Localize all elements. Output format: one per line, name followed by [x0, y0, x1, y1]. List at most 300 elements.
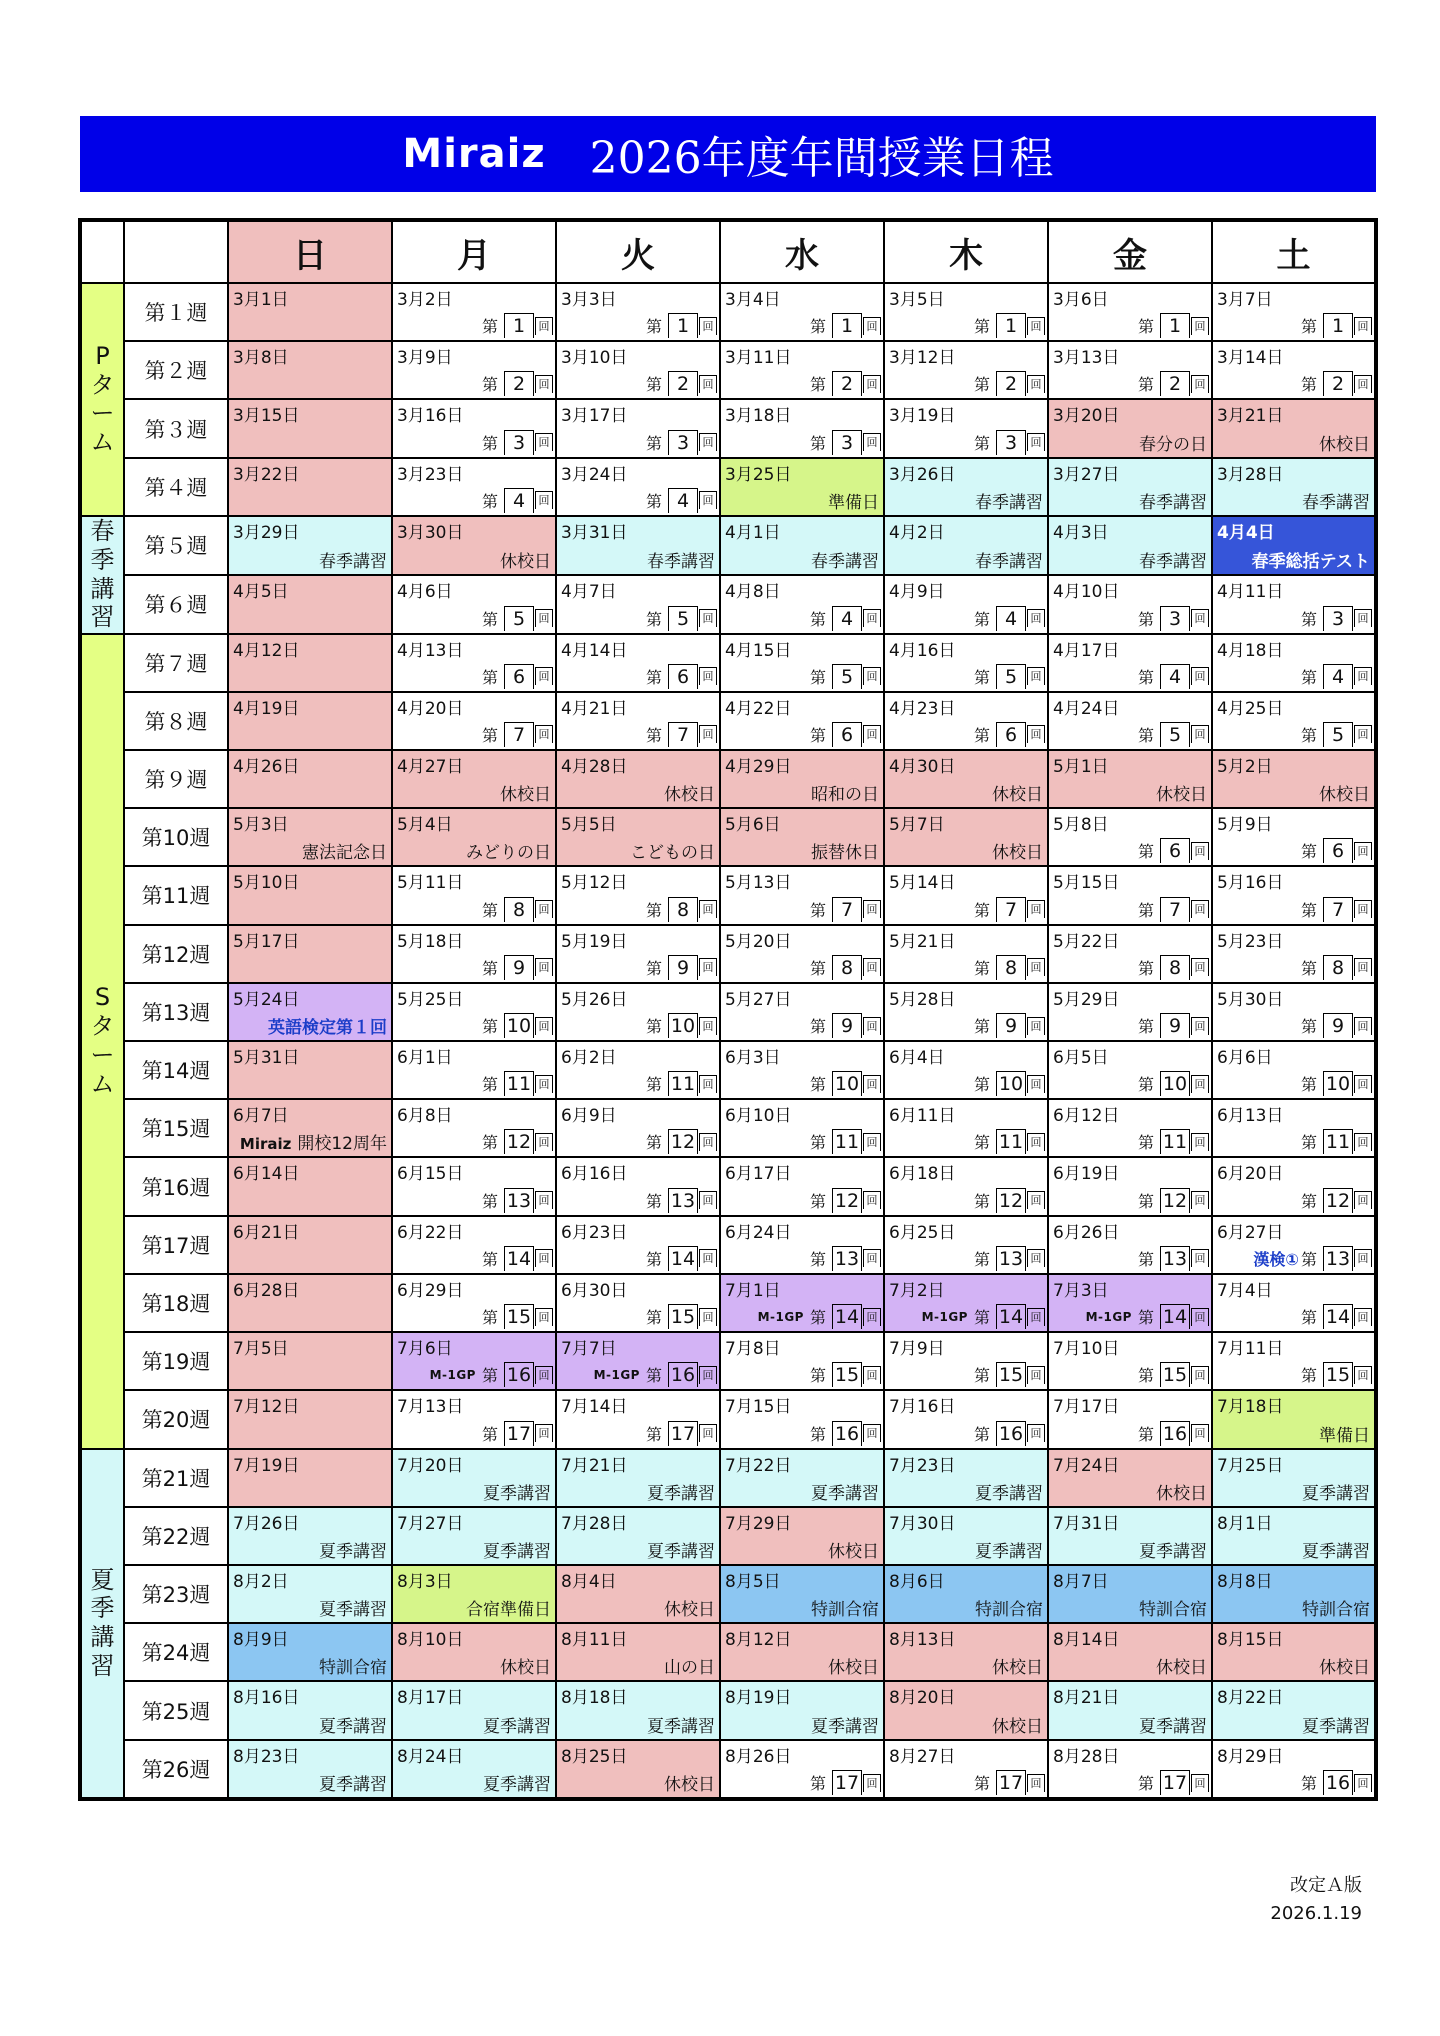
lesson-number: 10 — [1160, 1071, 1190, 1096]
week-row — [80, 925, 1376, 983]
dai-label: 第 — [1137, 725, 1154, 745]
event-label — [975, 488, 1043, 513]
date-label: 6月26日 — [1053, 1222, 1120, 1243]
day-cell — [720, 1681, 884, 1739]
lesson-counter — [974, 606, 1045, 631]
lesson-counter — [810, 313, 881, 338]
header-blank-week — [124, 220, 228, 283]
event-label — [466, 838, 551, 863]
kai-label: 回 — [863, 1191, 881, 1209]
date-label: 6月10日 — [725, 1106, 792, 1127]
date-label: 4月21日 — [561, 698, 628, 719]
event-label — [647, 1537, 715, 1562]
dai-label: 第 — [481, 433, 498, 453]
lesson-counter — [482, 1246, 553, 1271]
day-cell — [228, 634, 392, 692]
kai-label: 回 — [699, 1133, 717, 1151]
kai-label: 回 — [1191, 317, 1209, 335]
week-label: 第10週 — [124, 808, 228, 866]
date-label: 3月13日 — [1053, 348, 1120, 369]
day-cell — [392, 1041, 556, 1099]
day-cell — [228, 399, 392, 457]
dai-label: 第 — [1300, 1017, 1317, 1037]
day-cell — [720, 575, 884, 634]
date-label: 3月11日 — [725, 348, 792, 369]
kai-label: 回 — [1191, 1424, 1209, 1442]
dai-label: 第 — [973, 433, 990, 453]
event-text: 山の日 — [664, 1658, 715, 1679]
event-label — [1139, 547, 1207, 572]
date-label: 5月25日 — [397, 989, 464, 1010]
day-cell — [556, 1623, 720, 1681]
date-label: 8月17日 — [397, 1688, 464, 1709]
lesson-counter — [1138, 1071, 1209, 1096]
week-row — [80, 1449, 1376, 1507]
date-label: 5月14日 — [889, 873, 956, 894]
lesson-counter — [810, 955, 881, 980]
date-label: 4月18日 — [1217, 640, 1284, 661]
dai-label: 第 — [1137, 1191, 1154, 1211]
day-cell — [1048, 983, 1212, 1041]
dai-label: 第 — [481, 1191, 498, 1211]
miraiz-logo: Miraiz — [402, 131, 546, 177]
event-label — [1139, 488, 1207, 513]
term-char: 夏 — [90, 1565, 115, 1594]
date-label: 3月6日 — [1053, 290, 1109, 310]
lesson-number: 16 — [668, 1362, 698, 1387]
kai-label: 回 — [1027, 1133, 1045, 1151]
event-label — [319, 1770, 387, 1795]
lesson-number: 13 — [668, 1188, 698, 1213]
date-label: 6月11日 — [889, 1106, 956, 1127]
event-label — [1302, 1595, 1370, 1620]
kai-label: 回 — [699, 725, 717, 743]
date-label: 5月26日 — [561, 989, 628, 1010]
kai-label: 回 — [535, 375, 553, 393]
day-cell — [228, 866, 392, 924]
date-label: 8月14日 — [1053, 1630, 1120, 1651]
date-label: 6月14日 — [233, 1164, 300, 1185]
event-text: 振替休日 — [811, 843, 879, 864]
date-label: 4月9日 — [889, 581, 945, 602]
dai-label: 第 — [1137, 1133, 1154, 1153]
day-cell — [1212, 1041, 1376, 1099]
day-cell — [556, 1332, 720, 1390]
date-label: 8月22日 — [1217, 1688, 1284, 1709]
event-text: 春季講習 — [647, 551, 715, 572]
date-label: 7月10日 — [1053, 1339, 1120, 1360]
date-label: 3月12日 — [889, 348, 956, 369]
date-label: 7月17日 — [1053, 1397, 1120, 1418]
event-label — [319, 1537, 387, 1562]
kai-label: 回 — [1027, 317, 1045, 335]
lesson-number: 4 — [1160, 664, 1190, 689]
event-label — [664, 1595, 715, 1620]
event-text: 夏季講習 — [483, 1542, 551, 1562]
m1gp-logo: M-1GP — [757, 1309, 804, 1324]
day-cell — [1048, 1041, 1212, 1099]
kai-label: 回 — [699, 1075, 717, 1093]
day-cell — [228, 1157, 392, 1215]
lesson-number: 15 — [1323, 1362, 1353, 1387]
dai-label: 第 — [645, 958, 662, 978]
lesson-counter — [1138, 1188, 1209, 1213]
dai-label: 第 — [1137, 958, 1154, 978]
event-label — [664, 780, 715, 805]
dai-label: 第 — [973, 900, 990, 920]
lesson-number: 3 — [668, 430, 698, 455]
date-label: 7月21日 — [561, 1455, 628, 1476]
event-text: 休校日 — [1319, 434, 1370, 455]
event-label — [1302, 1712, 1370, 1737]
date-label: 4月28日 — [561, 756, 628, 777]
kai-label: 回 — [863, 609, 881, 627]
dai-label: 第 — [809, 1133, 826, 1153]
lesson-number: 11 — [504, 1071, 534, 1096]
date-label: 3月24日 — [561, 464, 628, 485]
lesson-counter — [646, 606, 717, 631]
dai-label: 第 — [645, 1191, 662, 1211]
day-cell — [228, 575, 392, 634]
lesson-counter — [974, 1246, 1045, 1271]
kai-label: 回 — [535, 317, 553, 335]
week-row — [80, 808, 1376, 866]
day-cell — [720, 925, 884, 983]
date-label: 6月4日 — [889, 1048, 945, 1069]
lesson-counter — [974, 1129, 1045, 1154]
term-char: 講 — [90, 1623, 115, 1652]
date-label: 7月27日 — [397, 1513, 464, 1534]
day-cell — [720, 1216, 884, 1274]
dai-label: 第 — [1300, 317, 1317, 337]
dai-label: 第 — [481, 609, 498, 629]
date-label: 5月15日 — [1053, 873, 1120, 894]
kai-label: 回 — [535, 900, 553, 918]
dai-label: 第 — [1300, 667, 1317, 687]
event-label — [1156, 1653, 1207, 1678]
lesson-counter — [1301, 897, 1372, 922]
date-label: 8月26日 — [725, 1746, 792, 1767]
event-label — [992, 1653, 1043, 1678]
day-cell — [720, 634, 884, 692]
lesson-number: 6 — [996, 722, 1026, 747]
kai-label: 回 — [1191, 1133, 1209, 1151]
day-cell — [1212, 399, 1376, 457]
dai-label: 第 — [645, 1308, 662, 1328]
lesson-number: 14 — [668, 1246, 698, 1271]
date-label: 7月31日 — [1053, 1513, 1120, 1534]
event-text: 準備日 — [1319, 1425, 1370, 1446]
dai-label: 第 — [481, 725, 498, 745]
kai-label: 回 — [535, 1017, 553, 1035]
lesson-number: 8 — [1323, 955, 1353, 980]
day-cell — [392, 866, 556, 924]
date-label: 5月12日 — [561, 873, 628, 894]
date-label: 7月24日 — [1053, 1455, 1120, 1476]
day-cell — [720, 1623, 884, 1681]
dai-label: 第 — [645, 433, 662, 453]
lesson-number: 2 — [668, 371, 698, 396]
term-char: P — [95, 341, 110, 370]
date-label: 8月20日 — [889, 1688, 956, 1709]
dai-label: 第 — [809, 1075, 826, 1095]
lesson-number: 13 — [1323, 1246, 1353, 1271]
lesson-number: 3 — [832, 430, 862, 455]
date-label: 7月23日 — [889, 1455, 956, 1476]
date-label: 7月5日 — [233, 1339, 289, 1360]
date-label: 5月8日 — [1053, 815, 1109, 836]
week-label: 第24週 — [124, 1623, 228, 1681]
kai-label: 回 — [535, 1191, 553, 1209]
date-label: 5月30日 — [1217, 989, 1284, 1010]
kai-label: 回 — [1191, 667, 1209, 685]
dai-label: 第 — [1137, 1017, 1154, 1037]
kai-label: 回 — [1027, 375, 1045, 393]
dai-label: 第 — [1300, 1249, 1317, 1269]
lesson-counter — [974, 1188, 1045, 1213]
lesson-number: 7 — [832, 897, 862, 922]
dai-label: 第 — [809, 725, 826, 745]
lesson-counter — [646, 897, 717, 922]
kai-label: 回 — [535, 667, 553, 685]
day-cell — [1212, 1623, 1376, 1681]
day-cell — [884, 1332, 1048, 1390]
day-cell — [556, 1449, 720, 1507]
date-label: 6月6日 — [1217, 1048, 1273, 1069]
lesson-counter — [974, 897, 1045, 922]
dai-label: 第 — [973, 1366, 990, 1386]
lesson-number: 17 — [504, 1421, 534, 1446]
event-label — [1319, 780, 1370, 805]
lesson-number: 9 — [996, 1013, 1026, 1038]
kai-label: 回 — [699, 609, 717, 627]
term-char: 習 — [90, 603, 115, 632]
lesson-number: 12 — [996, 1188, 1026, 1213]
kai-label: 回 — [1027, 900, 1045, 918]
event-label — [500, 780, 551, 805]
lesson-number: 10 — [1323, 1071, 1353, 1096]
day-cell — [1048, 458, 1212, 516]
kai-label: 回 — [1354, 1308, 1372, 1326]
lesson-number: 4 — [996, 606, 1026, 631]
dai-label: 第 — [1300, 725, 1317, 745]
event-text: 夏季講習 — [1302, 1483, 1370, 1504]
week-label: 第12週 — [124, 925, 228, 983]
kai-label: 回 — [699, 1017, 717, 1035]
page-title: 2026年度年間授業日程 — [589, 133, 1054, 184]
term-char: 季 — [90, 545, 115, 574]
event-label — [811, 1712, 879, 1737]
lesson-number: 1 — [996, 313, 1026, 338]
day-cell — [1212, 1507, 1376, 1565]
event-label — [647, 547, 715, 572]
event-label — [1252, 547, 1370, 572]
term-label — [80, 634, 124, 1449]
kai-label: 回 — [863, 1774, 881, 1792]
event-label — [240, 1129, 387, 1154]
date-label: 3月14日 — [1217, 348, 1284, 369]
lesson-number: 5 — [504, 606, 534, 631]
kai-label: 回 — [1027, 609, 1045, 627]
day-cell — [884, 1216, 1048, 1274]
dai-label: 第 — [1300, 1308, 1317, 1328]
event-text: 休校日 — [1156, 1658, 1207, 1679]
week-label: 第23週 — [124, 1565, 228, 1623]
term-char: ー — [90, 1041, 115, 1070]
event-label — [975, 1479, 1043, 1504]
kai-label: 回 — [699, 1249, 717, 1267]
term-char: タ — [90, 370, 115, 399]
term-char: 講 — [90, 574, 115, 603]
dai-label: 第 — [481, 1308, 498, 1328]
lesson-counter — [1301, 1129, 1372, 1154]
lesson-number: 4 — [1323, 664, 1353, 689]
dai-label: 第 — [1300, 900, 1317, 920]
day-cell — [228, 1216, 392, 1274]
m1gp-logo: M-1GP — [921, 1309, 968, 1324]
lesson-number: 5 — [1323, 722, 1353, 747]
day-cell — [1212, 983, 1376, 1041]
day-cell — [1212, 1740, 1376, 1799]
kai-label: 回 — [1027, 1017, 1045, 1035]
date-label: 6月13日 — [1217, 1106, 1284, 1127]
dai-label: 第 — [973, 1191, 990, 1211]
dai-label: 第 — [1137, 1424, 1154, 1444]
kai-label: 回 — [1027, 1191, 1045, 1209]
kai-label: 回 — [1027, 667, 1045, 685]
lesson-counter — [646, 371, 717, 396]
date-label: 4月14日 — [561, 640, 628, 661]
day-cell — [392, 1332, 556, 1390]
date-label: 7月16日 — [889, 1397, 956, 1418]
event-label — [319, 1712, 387, 1737]
kai-label: 回 — [1354, 1249, 1372, 1267]
day-cell — [1048, 866, 1212, 924]
date-label: 4月24日 — [1053, 698, 1120, 719]
day-cell — [556, 1681, 720, 1739]
kanken-note: 漢検① — [1253, 1249, 1299, 1269]
day-cell — [1212, 634, 1376, 692]
lesson-number: 2 — [504, 371, 534, 396]
day-cell — [884, 808, 1048, 866]
lesson-counter — [1138, 313, 1209, 338]
date-label: 7月22日 — [725, 1455, 792, 1476]
kai-label: 回 — [863, 900, 881, 918]
event-text: 夏季講習 — [811, 1483, 879, 1504]
kai-label: 回 — [535, 725, 553, 743]
day-cell — [1212, 1390, 1376, 1448]
lesson-counter — [1301, 1362, 1372, 1387]
week-label: 第25週 — [124, 1681, 228, 1739]
kai-label: 回 — [863, 1075, 881, 1093]
dai-label: 第 — [1300, 1191, 1317, 1211]
kai-label: 回 — [1191, 1191, 1209, 1209]
kai-label: 回 — [699, 1308, 717, 1326]
date-label: 6月25日 — [889, 1222, 956, 1243]
day-cell — [1048, 1216, 1212, 1274]
date-label: 3月2日 — [397, 290, 453, 310]
day-cell — [720, 399, 884, 457]
dai-label: 第 — [645, 1133, 662, 1153]
date-label: 5月17日 — [233, 931, 300, 952]
date-label: 8月23日 — [233, 1746, 300, 1767]
date-label: 6月23日 — [561, 1222, 628, 1243]
kai-label: 回 — [863, 1366, 881, 1384]
lesson-counter — [1138, 606, 1209, 631]
day-cell — [884, 458, 1048, 516]
event-text: 春季講習 — [1139, 551, 1207, 572]
lesson-counter — [482, 664, 553, 689]
schedule-body — [80, 283, 1376, 1799]
date-label: 6月9日 — [561, 1106, 617, 1127]
lesson-number: 12 — [1160, 1188, 1190, 1213]
date-label: 4月22日 — [725, 698, 792, 719]
kai-label: 回 — [1191, 1017, 1209, 1035]
day-cell — [392, 1623, 556, 1681]
event-label — [1156, 780, 1207, 805]
lesson-counter — [1301, 664, 1372, 689]
day-cell — [1212, 808, 1376, 866]
kai-label: 回 — [1027, 1075, 1045, 1093]
event-text: 夏季講習 — [811, 1716, 879, 1737]
day-cell — [720, 866, 884, 924]
lesson-counter — [810, 1421, 881, 1446]
lesson-counter — [974, 1362, 1045, 1387]
event-label — [483, 1479, 551, 1504]
event-text: 特訓合宿 — [1302, 1600, 1370, 1621]
week-label: 第17週 — [124, 1216, 228, 1274]
dai-label: 第 — [973, 667, 990, 687]
lesson-number: 13 — [996, 1246, 1026, 1271]
day-cell — [1212, 516, 1376, 575]
day-cell — [392, 341, 556, 399]
lesson-number: 3 — [1160, 606, 1190, 631]
event-text: 夏季講習 — [647, 1483, 715, 1504]
date-label: 5月23日 — [1217, 931, 1284, 952]
date-label: 7月4日 — [1217, 1280, 1273, 1301]
day-cell — [884, 1740, 1048, 1799]
day-cell — [884, 399, 1048, 457]
date-label: 3月19日 — [889, 406, 956, 427]
term-char: ー — [90, 399, 115, 428]
lesson-number: 12 — [504, 1129, 534, 1154]
event-label — [1139, 1712, 1207, 1737]
event-text: 夏季講習 — [1139, 1542, 1207, 1562]
date-label: 6月24日 — [725, 1222, 792, 1243]
dai-label: 第 — [481, 375, 498, 395]
lesson-number: 7 — [1323, 897, 1353, 922]
dai-label: 第 — [973, 1308, 990, 1328]
day-cell — [556, 458, 720, 516]
event-text: 休校日 — [1319, 1658, 1370, 1679]
date-label: 5月10日 — [233, 873, 300, 894]
day-cell — [1212, 866, 1376, 924]
date-label: 8月3日 — [397, 1572, 453, 1592]
date-label: 5月29日 — [1053, 989, 1120, 1010]
day-cell — [1048, 516, 1212, 575]
week-label: 第８週 — [124, 692, 228, 750]
lesson-number: 17 — [1160, 1770, 1190, 1795]
lesson-counter — [974, 664, 1045, 689]
kai-label: 回 — [1027, 433, 1045, 451]
day-cell — [1048, 341, 1212, 399]
lesson-counter — [1301, 838, 1372, 863]
day-cell — [884, 516, 1048, 575]
week-row — [80, 516, 1376, 575]
day-cell — [556, 1565, 720, 1623]
day-cell — [1048, 1740, 1212, 1799]
day-cell — [556, 1099, 720, 1157]
